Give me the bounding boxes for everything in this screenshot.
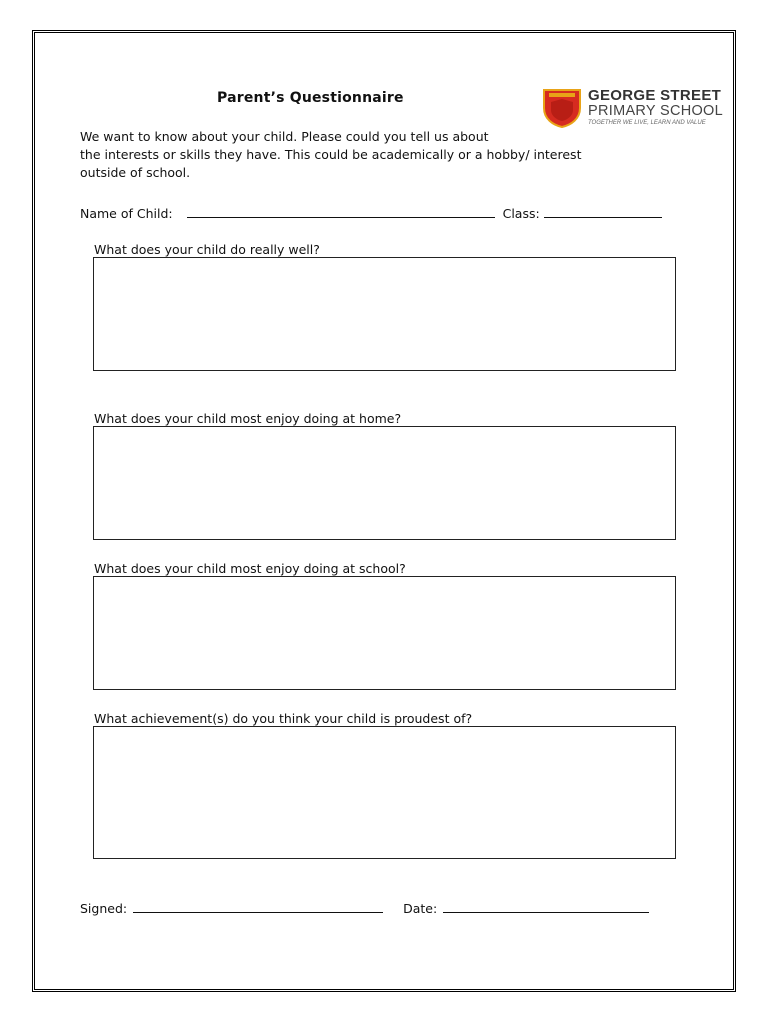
signature-line[interactable] [133, 899, 383, 913]
name-class-row [80, 204, 662, 221]
intro-line: outside of school. [80, 165, 191, 180]
school-crest-icon [541, 88, 583, 128]
date-label: Date: [403, 901, 438, 916]
child-name-line[interactable] [187, 204, 495, 218]
question-2: What does your child most enjoy doing at home? [94, 411, 402, 426]
intro-line: the interests or skills they have. This could be academically or a hobby/ interest [80, 147, 582, 162]
logo-name-line2: PRIMARY SCHOOL [588, 103, 724, 119]
intro-text [80, 128, 680, 182]
answer-box-2[interactable] [93, 426, 676, 540]
signed-label: Signed: [80, 901, 128, 916]
question-1: What does your child do really well? [94, 242, 320, 257]
logo-name-line1: GEORGE STREET [588, 87, 722, 104]
child-name-label: Name of Child: [80, 206, 173, 221]
signature-row [80, 899, 649, 916]
school-logo [541, 86, 724, 130]
question-3: What does your child most enjoy doing at school? [94, 561, 406, 576]
intro-line: We want to know about your child. Please could you tell us about [80, 129, 489, 144]
answer-box-4[interactable] [93, 726, 676, 859]
answer-box-1[interactable] [93, 257, 676, 371]
logo-tagline: TOGETHER WE LIVE, LEARN AND VALUE [588, 120, 706, 126]
question-4: What achievement(s) do you think your child is proudest of? [94, 711, 473, 726]
class-label: Class: [502, 206, 540, 221]
class-line[interactable] [544, 204, 662, 218]
answer-box-3[interactable] [93, 576, 676, 690]
page-title: Parent’s Questionnaire [217, 90, 404, 106]
date-line[interactable] [443, 899, 649, 913]
